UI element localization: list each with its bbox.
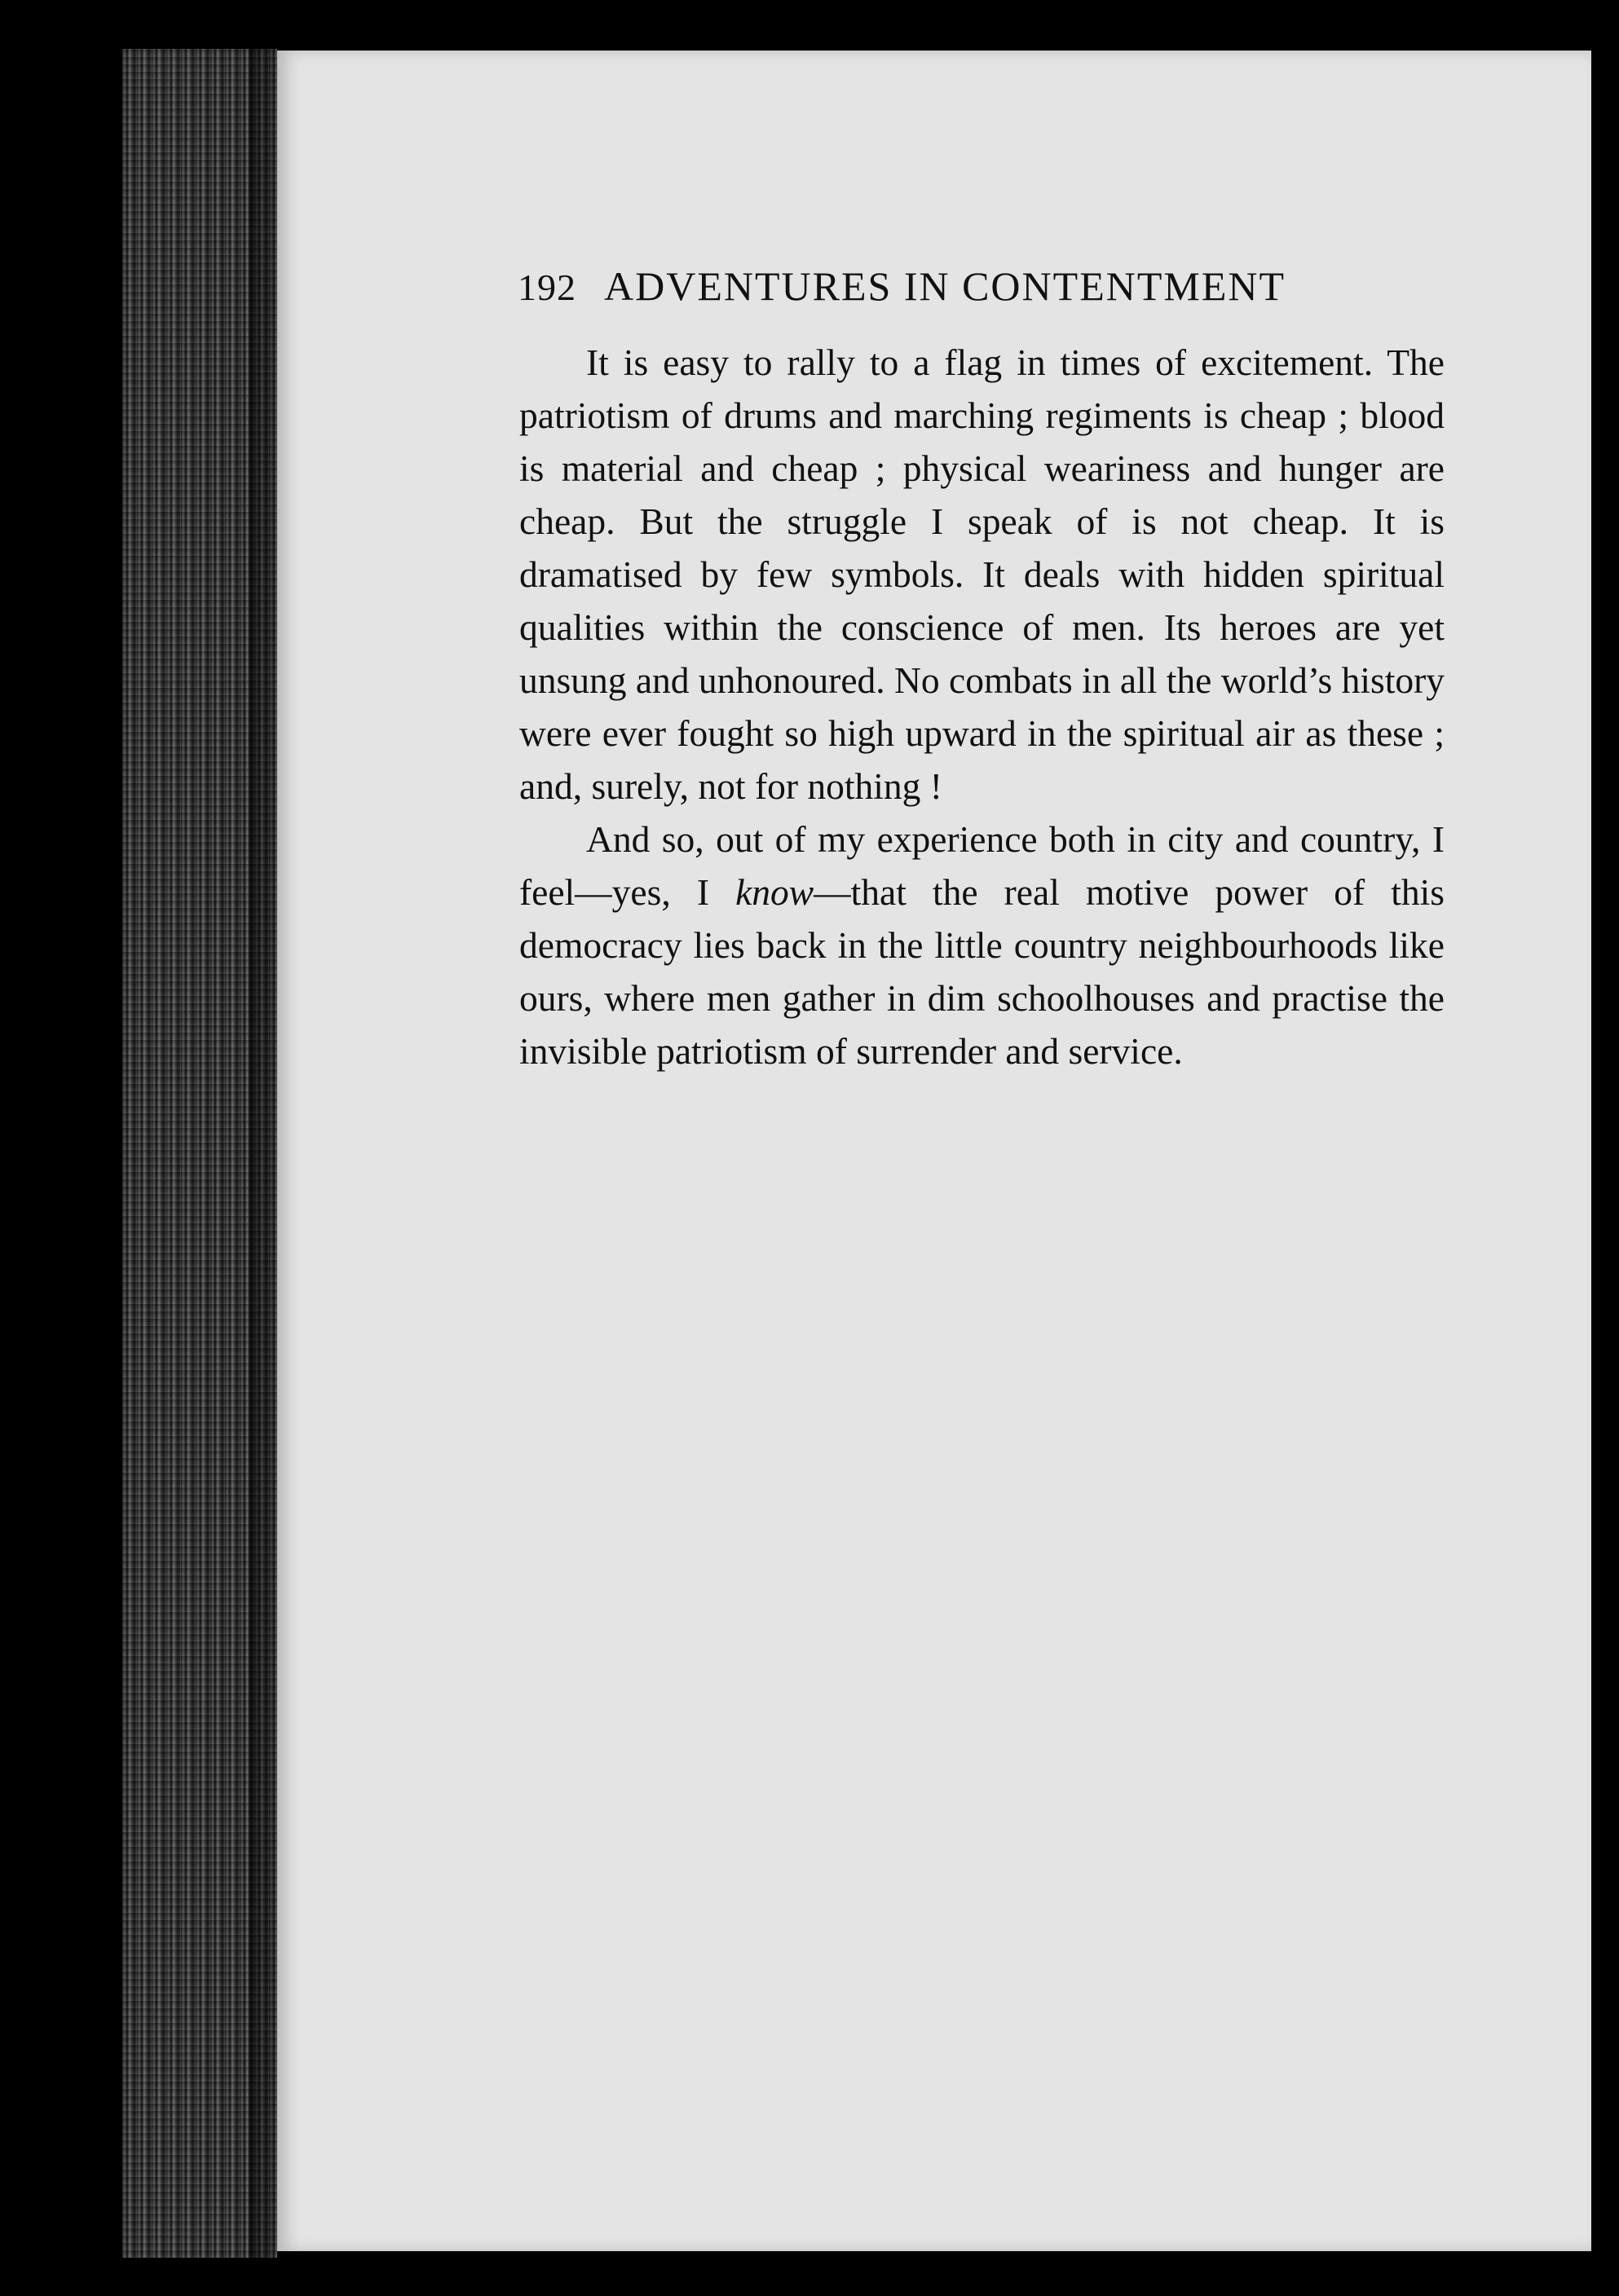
body-text (519, 336, 1445, 1077)
book-title: ADVENTURES IN CONTENTMENT (604, 263, 1286, 309)
paragraph-2-end: —that the real motive power of this democracy lies back in the little country neighbourhoods like ours, where men gather in dim schoolhouses and practise the invisible patriotism of surrender and service. (519, 871, 1445, 1072)
page-number: 192 (518, 267, 576, 308)
emphasized-word: know (735, 871, 814, 913)
paragraph-1: It is easy to rally to a flag in times of excitement. The patriotism of drums and marching regiments is cheap ; blood is material and cheap ; physical weariness and hunger are cheap. But the struggle I speak of is not cheap. It is dramatised by few symbols. It deals with hidden spiritual qualities within the conscience of men. Its heroes are yet unsung and unhonoured. No combats in all the world’s history were ever fought so high upward in the spiritual air as these ; and, surely, not for nothing ! (519, 342, 1445, 807)
spine-shadow (249, 45, 281, 2262)
paragraph-2-start: And so, out of my experience both in city and country, I feel—yes, I (519, 818, 1445, 913)
paragraph-2 (519, 813, 1445, 1077)
running-head (518, 262, 1374, 320)
